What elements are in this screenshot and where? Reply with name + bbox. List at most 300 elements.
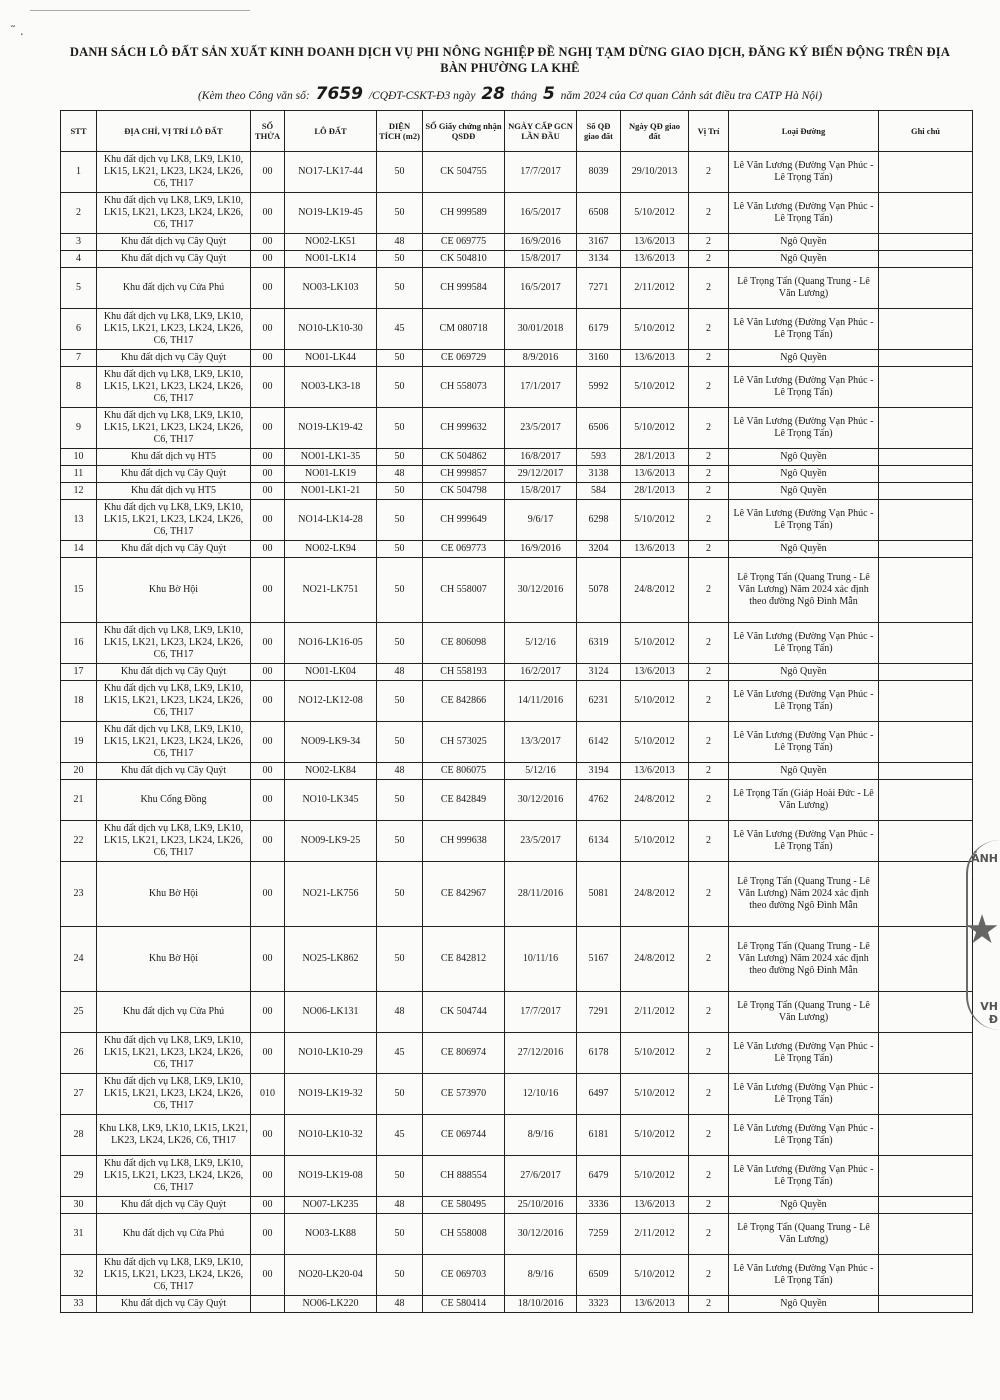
- parcel-number: 00: [251, 367, 285, 408]
- row-number: 23: [61, 862, 97, 927]
- certificate-number: CE 842967: [423, 862, 505, 927]
- position: 2: [689, 992, 729, 1033]
- lot-address: Khu đất dịch vụ Cây Quýt: [97, 1197, 251, 1214]
- table-row: [61, 483, 973, 500]
- table-row: [61, 309, 973, 350]
- decision-number: 6178: [577, 1033, 621, 1074]
- position: 2: [689, 1074, 729, 1115]
- subtitle-mid: /CQĐT-CSKT-Đ3 ngày: [368, 90, 476, 102]
- lot-code: NO20-LK20-04: [285, 1255, 377, 1296]
- issue-date: 8/9/2016: [505, 350, 577, 367]
- area: 48: [377, 1197, 423, 1214]
- road-type: Lê Văn Lương (Đường Vạn Phúc - Lê Trọng Tấn): [729, 1074, 879, 1115]
- doc-day: 28: [481, 84, 505, 104]
- table-header-row: [61, 111, 973, 152]
- certificate-number: CH 573025: [423, 722, 505, 763]
- row-number: 27: [61, 1074, 97, 1115]
- note: [879, 408, 973, 449]
- road-type: Ngô Quyền: [729, 234, 879, 251]
- issue-date: 8/9/16: [505, 1115, 577, 1156]
- row-number: 12: [61, 483, 97, 500]
- note: [879, 500, 973, 541]
- road-type: Lê Văn Lương (Đường Vạn Phúc - Lê Trọng Tấn): [729, 1033, 879, 1074]
- issue-date: 12/10/16: [505, 1074, 577, 1115]
- road-type: Ngô Quyền: [729, 251, 879, 268]
- issue-date: 30/01/2018: [505, 309, 577, 350]
- lot-address: Khu đất dịch vụ LK8, LK9, LK10, LK15, LK21, LK23, LK24, LK26, C6, TH17: [97, 623, 251, 664]
- land-lot-table: [60, 110, 973, 1313]
- stamp-text-bottom: VH Đ: [980, 1000, 998, 1026]
- area: 50: [377, 500, 423, 541]
- note: [879, 152, 973, 193]
- lot-code: NO21-LK751: [285, 558, 377, 623]
- parcel-number: 00: [251, 251, 285, 268]
- note: [879, 763, 973, 780]
- decision-date: 5/10/2012: [621, 821, 689, 862]
- table-row: [61, 1115, 973, 1156]
- area: 50: [377, 251, 423, 268]
- position: 2: [689, 664, 729, 681]
- certificate-number: CE 580495: [423, 1197, 505, 1214]
- lot-address: Khu đất dịch vụ LK8, LK9, LK10, LK15, LK21, LK23, LK24, LK26, C6, TH17: [97, 408, 251, 449]
- lot-address: Khu đất dịch vụ Cửa Phú: [97, 1214, 251, 1255]
- certificate-number: CE 806974: [423, 1033, 505, 1074]
- table-row: [61, 763, 973, 780]
- decision-number: 6181: [577, 1115, 621, 1156]
- decision-number: 593: [577, 449, 621, 466]
- area: 50: [377, 722, 423, 763]
- parcel-number: [251, 1296, 285, 1313]
- area: 50: [377, 350, 423, 367]
- position: 2: [689, 623, 729, 664]
- lot-address: Khu đất dịch vụ LK8, LK9, LK10, LK15, LK21, LK23, LK24, LK26, C6, TH17: [97, 1156, 251, 1197]
- note: [879, 234, 973, 251]
- parcel-number: 00: [251, 780, 285, 821]
- parcel-number: 00: [251, 1115, 285, 1156]
- lot-code: NO19-LK19-42: [285, 408, 377, 449]
- parcel-number: 00: [251, 1033, 285, 1074]
- row-number: 31: [61, 1214, 97, 1255]
- row-number: 33: [61, 1296, 97, 1313]
- position: 2: [689, 558, 729, 623]
- lot-code: NO01-LK1-35: [285, 449, 377, 466]
- table-row: [61, 1197, 973, 1214]
- decision-number: 5167: [577, 927, 621, 992]
- lot-code: NO19-LK19-08: [285, 1156, 377, 1197]
- table-row: [61, 1156, 973, 1197]
- issue-date: 23/5/2017: [505, 408, 577, 449]
- road-type: Lê Văn Lương (Đường Vạn Phúc - Lê Trọng Tấn): [729, 1255, 879, 1296]
- parcel-number: 00: [251, 862, 285, 927]
- parcel-number: 00: [251, 193, 285, 234]
- lot-address: Khu đất dịch vụ LK8, LK9, LK10, LK15, LK21, LK23, LK24, LK26, C6, TH17: [97, 152, 251, 193]
- issue-date: 10/11/16: [505, 927, 577, 992]
- decision-number: 6298: [577, 500, 621, 541]
- note: [879, 664, 973, 681]
- row-number: 5: [61, 268, 97, 309]
- table-row: [61, 1214, 973, 1255]
- lot-address: Khu đất dịch vụ LK8, LK9, LK10, LK15, LK21, LK23, LK24, LK26, C6, TH17: [97, 722, 251, 763]
- parcel-number: 00: [251, 350, 285, 367]
- lot-address: Khu đất dịch vụ LK8, LK9, LK10, LK15, LK21, LK23, LK24, LK26, C6, TH17: [97, 821, 251, 862]
- road-type: Ngô Quyền: [729, 350, 879, 367]
- table-row: [61, 193, 973, 234]
- table-body: [61, 152, 973, 1313]
- road-type: Lê Văn Lương (Đường Vạn Phúc - Lê Trọng Tấn): [729, 309, 879, 350]
- lot-address: Khu đất dịch vụ Cây Quýt: [97, 350, 251, 367]
- area: 45: [377, 309, 423, 350]
- decision-date: 24/8/2012: [621, 558, 689, 623]
- certificate-number: CE 069729: [423, 350, 505, 367]
- parcel-number: 00: [251, 268, 285, 309]
- road-type: Ngô Quyền: [729, 483, 879, 500]
- row-number: 18: [61, 681, 97, 722]
- lot-code: NO02-LK84: [285, 763, 377, 780]
- position: 2: [689, 268, 729, 309]
- table-row: [61, 1033, 973, 1074]
- decision-number: 5992: [577, 367, 621, 408]
- decision-date: 5/10/2012: [621, 1156, 689, 1197]
- road-type: Lê Văn Lương (Đường Vạn Phúc - Lê Trọng Tấn): [729, 623, 879, 664]
- issue-date: 15/8/2017: [505, 251, 577, 268]
- road-type: Lê Văn Lương (Đường Vạn Phúc - Lê Trọng Tấn): [729, 681, 879, 722]
- note: [879, 1255, 973, 1296]
- decision-date: 13/6/2013: [621, 234, 689, 251]
- decision-number: 3194: [577, 763, 621, 780]
- doc-number: 7659: [315, 84, 363, 104]
- subtitle-prefix: (Kèm theo Công văn số:: [197, 90, 310, 102]
- decision-date: 5/10/2012: [621, 367, 689, 408]
- position: 2: [689, 500, 729, 541]
- decision-date: 5/10/2012: [621, 681, 689, 722]
- certificate-number: CE 069703: [423, 1255, 505, 1296]
- position: 2: [689, 1156, 729, 1197]
- decision-number: 4762: [577, 780, 621, 821]
- decision-number: 3336: [577, 1197, 621, 1214]
- position: 2: [689, 408, 729, 449]
- table-row: [61, 681, 973, 722]
- parcel-number: 00: [251, 681, 285, 722]
- lot-code: NO10-LK10-30: [285, 309, 377, 350]
- lot-address: Khu đất dịch vụ Cây Quýt: [97, 251, 251, 268]
- row-number: 10: [61, 449, 97, 466]
- parcel-number: 00: [251, 763, 285, 780]
- lot-code: NO02-LK94: [285, 541, 377, 558]
- parcel-number: 00: [251, 1255, 285, 1296]
- road-type: Lê Văn Lương (Đường Vạn Phúc - Lê Trọng Tấn): [729, 821, 879, 862]
- lot-code: NO01-LK14: [285, 251, 377, 268]
- decision-number: 8039: [577, 152, 621, 193]
- lot-code: NO10-LK10-29: [285, 1033, 377, 1074]
- certificate-number: CE 806098: [423, 623, 505, 664]
- position: 2: [689, 466, 729, 483]
- area: 50: [377, 821, 423, 862]
- lot-address: Khu đất dịch vụ LK8, LK9, LK10, LK15, LK21, LK23, LK24, LK26, C6, TH17: [97, 681, 251, 722]
- certificate-number: CK 504798: [423, 483, 505, 500]
- issue-date: 30/12/2016: [505, 558, 577, 623]
- parcel-number: 00: [251, 541, 285, 558]
- issue-date: 28/11/2016: [505, 862, 577, 927]
- position: 2: [689, 821, 729, 862]
- decision-date: 13/6/2013: [621, 251, 689, 268]
- issue-date: 30/12/2016: [505, 780, 577, 821]
- note: [879, 483, 973, 500]
- certificate-number: CH 999649: [423, 500, 505, 541]
- parcel-number: 00: [251, 821, 285, 862]
- decision-number: 7259: [577, 1214, 621, 1255]
- parcel-number: 00: [251, 449, 285, 466]
- issue-date: 30/12/2016: [505, 1214, 577, 1255]
- lot-address: Khu đất dịch vụ LK8, LK9, LK10, LK15, LK21, LK23, LK24, LK26, C6, TH17: [97, 309, 251, 350]
- column-header: LÔ ĐẤT: [285, 111, 377, 152]
- row-number: 7: [61, 350, 97, 367]
- lot-address: Khu đất dịch vụ LK8, LK9, LK10, LK15, LK21, LK23, LK24, LK26, C6, TH17: [97, 1033, 251, 1074]
- decision-number: 7291: [577, 992, 621, 1033]
- decision-date: 24/8/2012: [621, 862, 689, 927]
- issue-date: 16/2/2017: [505, 664, 577, 681]
- position: 2: [689, 251, 729, 268]
- lot-code: NO01-LK19: [285, 466, 377, 483]
- issue-date: 29/12/2017: [505, 466, 577, 483]
- table-row: [61, 821, 973, 862]
- parcel-number: 00: [251, 152, 285, 193]
- road-type: Lê Văn Lương (Đường Vạn Phúc - Lê Trọng Tấn): [729, 1115, 879, 1156]
- decision-date: 13/6/2013: [621, 541, 689, 558]
- stamp-text-top: ẢNH: [971, 852, 998, 865]
- issue-date: 5/12/16: [505, 623, 577, 664]
- row-number: 6: [61, 309, 97, 350]
- decision-number: 6231: [577, 681, 621, 722]
- parcel-number: 00: [251, 558, 285, 623]
- column-header: DIỆN TÍCH (m2): [377, 111, 423, 152]
- table-row: [61, 367, 973, 408]
- table-row: [61, 1074, 973, 1115]
- lot-address: Khu Bờ Hội: [97, 862, 251, 927]
- lot-code: NO06-LK131: [285, 992, 377, 1033]
- column-header: Số QĐ giao đất: [577, 111, 621, 152]
- position: 2: [689, 1033, 729, 1074]
- decision-date: 5/10/2012: [621, 1255, 689, 1296]
- certificate-number: CK 504744: [423, 992, 505, 1033]
- decision-number: 3323: [577, 1296, 621, 1313]
- decision-date: 5/10/2012: [621, 408, 689, 449]
- subtitle-suffix: năm 2024 của Cơ quan Cảnh sát điều tra CATP Hà Nội): [560, 90, 823, 102]
- lot-address: Khu đất dịch vụ Cửa Phú: [97, 992, 251, 1033]
- lot-code: NO06-LK220: [285, 1296, 377, 1313]
- parcel-number: 00: [251, 1156, 285, 1197]
- position: 2: [689, 780, 729, 821]
- row-number: 19: [61, 722, 97, 763]
- row-number: 1: [61, 152, 97, 193]
- document-subtitle: [100, 84, 920, 104]
- row-number: 30: [61, 1197, 97, 1214]
- note: [879, 541, 973, 558]
- certificate-number: CH 888554: [423, 1156, 505, 1197]
- row-number: 22: [61, 821, 97, 862]
- decision-number: 6142: [577, 722, 621, 763]
- lot-address: Khu Bờ Hội: [97, 558, 251, 623]
- area: 50: [377, 1214, 423, 1255]
- row-number: 21: [61, 780, 97, 821]
- certificate-number: CK 504810: [423, 251, 505, 268]
- certificate-number: CE 842849: [423, 780, 505, 821]
- position: 2: [689, 1115, 729, 1156]
- road-type: Lê Trọng Tấn (Quang Trung - Lê Văn Lương) Năm 2024 xác định theo đường Ngô Đình Mẫn: [729, 862, 879, 927]
- lot-address: Khu Bờ Hội: [97, 927, 251, 992]
- row-number: 3: [61, 234, 97, 251]
- parcel-number: 00: [251, 466, 285, 483]
- table-row: [61, 780, 973, 821]
- lot-address: Khu đất dịch vụ HT5: [97, 449, 251, 466]
- decision-number: 5078: [577, 558, 621, 623]
- issue-date: 5/12/16: [505, 763, 577, 780]
- table-row: [61, 251, 973, 268]
- lot-code: NO21-LK756: [285, 862, 377, 927]
- table-row: [61, 449, 973, 466]
- lot-address: Khu đất dịch vụ Cây Quýt: [97, 664, 251, 681]
- decision-date: 5/10/2012: [621, 193, 689, 234]
- lot-code: NO14-LK14-28: [285, 500, 377, 541]
- table-row: [61, 408, 973, 449]
- area: 48: [377, 1296, 423, 1313]
- decision-number: 3167: [577, 234, 621, 251]
- lot-code: NO12-LK12-08: [285, 681, 377, 722]
- parcel-number: 00: [251, 722, 285, 763]
- certificate-number: CH 999638: [423, 821, 505, 862]
- decision-date: 5/10/2012: [621, 1115, 689, 1156]
- position: 2: [689, 1197, 729, 1214]
- decision-number: 6479: [577, 1156, 621, 1197]
- certificate-number: CE 842812: [423, 927, 505, 992]
- decision-date: 5/10/2012: [621, 623, 689, 664]
- position: 2: [689, 234, 729, 251]
- position: 2: [689, 681, 729, 722]
- column-header: Loại Đường: [729, 111, 879, 152]
- decision-number: 6497: [577, 1074, 621, 1115]
- parcel-number: 00: [251, 927, 285, 992]
- road-type: Lê Trọng Tấn (Quang Trung - Lê Văn Lương): [729, 992, 879, 1033]
- note: [879, 268, 973, 309]
- issue-date: 16/9/2016: [505, 541, 577, 558]
- decision-number: 3204: [577, 541, 621, 558]
- lot-address: Khu đất dịch vụ HT5: [97, 483, 251, 500]
- certificate-number: CE 069775: [423, 234, 505, 251]
- area: 50: [377, 193, 423, 234]
- note: [879, 350, 973, 367]
- road-type: Lê Văn Lương (Đường Vạn Phúc - Lê Trọng Tấn): [729, 408, 879, 449]
- month-label: tháng: [510, 90, 538, 102]
- doc-month: 5: [542, 84, 555, 104]
- table-row: [61, 234, 973, 251]
- column-header: SỐ Giấy chứng nhận QSDĐ: [423, 111, 505, 152]
- parcel-number: 00: [251, 234, 285, 251]
- decision-date: 24/8/2012: [621, 780, 689, 821]
- lot-address: Khu đất dịch vụ LK8, LK9, LK10, LK15, LK21, LK23, LK24, LK26, C6, TH17: [97, 1074, 251, 1115]
- area: 50: [377, 681, 423, 722]
- note: [879, 623, 973, 664]
- position: 2: [689, 722, 729, 763]
- issue-date: 25/10/2016: [505, 1197, 577, 1214]
- lot-code: NO01-LK44: [285, 350, 377, 367]
- note: [879, 1197, 973, 1214]
- road-type: Lê Văn Lương (Đường Vạn Phúc - Lê Trọng Tấn): [729, 193, 879, 234]
- decision-number: 5081: [577, 862, 621, 927]
- decision-date: 13/6/2013: [621, 1197, 689, 1214]
- lot-address: Khu đất dịch vụ Cây Quýt: [97, 1296, 251, 1313]
- table-row: [61, 722, 973, 763]
- row-number: 32: [61, 1255, 97, 1296]
- issue-date: 13/3/2017: [505, 722, 577, 763]
- table-row: [61, 992, 973, 1033]
- note: [879, 862, 973, 927]
- road-type: Ngô Quyền: [729, 664, 879, 681]
- lot-address: Khu Cổng Đồng: [97, 780, 251, 821]
- table-row: [61, 558, 973, 623]
- lot-code: NO16-LK16-05: [285, 623, 377, 664]
- row-number: 26: [61, 1033, 97, 1074]
- certificate-number: CM 080718: [423, 309, 505, 350]
- decision-date: 13/6/2013: [621, 664, 689, 681]
- row-number: 24: [61, 927, 97, 992]
- area: 50: [377, 367, 423, 408]
- column-header: NGÀY CẤP GCN LẦN ĐẦU: [505, 111, 577, 152]
- note: [879, 449, 973, 466]
- issue-date: 17/7/2017: [505, 992, 577, 1033]
- certificate-number: CH 999632: [423, 408, 505, 449]
- column-header: Vị Trí: [689, 111, 729, 152]
- note: [879, 681, 973, 722]
- parcel-number: 00: [251, 1214, 285, 1255]
- certificate-number: CK 504862: [423, 449, 505, 466]
- area: 48: [377, 992, 423, 1033]
- decision-date: 13/6/2013: [621, 466, 689, 483]
- lot-address: Khu đất dịch vụ LK8, LK9, LK10, LK15, LK21, LK23, LK24, LK26, C6, TH17: [97, 1255, 251, 1296]
- decision-date: 5/10/2012: [621, 500, 689, 541]
- table-row: [61, 623, 973, 664]
- lot-code: NO01-LK04: [285, 664, 377, 681]
- certificate-number: CK 504755: [423, 152, 505, 193]
- position: 2: [689, 1296, 729, 1313]
- row-number: 28: [61, 1115, 97, 1156]
- lot-address: Khu đất dịch vụ LK8, LK9, LK10, LK15, LK21, LK23, LK24, LK26, C6, TH17: [97, 500, 251, 541]
- position: 2: [689, 1214, 729, 1255]
- road-type: Lê Văn Lương (Đường Vạn Phúc - Lê Trọng Tấn): [729, 722, 879, 763]
- row-number: 13: [61, 500, 97, 541]
- issue-date: 17/1/2017: [505, 367, 577, 408]
- area: 50: [377, 1074, 423, 1115]
- area: 50: [377, 483, 423, 500]
- parcel-number: 00: [251, 992, 285, 1033]
- road-type: Lê Trọng Tấn (Quang Trung - Lê Văn Lương): [729, 1214, 879, 1255]
- star-icon: ★: [964, 907, 1000, 953]
- table-row: [61, 268, 973, 309]
- lot-address: Khu đất dịch vụ LK8, LK9, LK10, LK15, LK21, LK23, LK24, LK26, C6, TH17: [97, 367, 251, 408]
- road-type: Ngô Quyền: [729, 466, 879, 483]
- table-row: [61, 664, 973, 681]
- lot-address: Khu đất dịch vụ Cây Quýt: [97, 234, 251, 251]
- issue-date: 17/7/2017: [505, 152, 577, 193]
- lot-code: NO19-LK19-32: [285, 1074, 377, 1115]
- scan-edge-line: [30, 10, 250, 11]
- lot-address: Khu đất dịch vụ LK8, LK9, LK10, LK15, LK21, LK23, LK24, LK26, C6, TH17: [97, 193, 251, 234]
- area: 45: [377, 1033, 423, 1074]
- table-row: [61, 500, 973, 541]
- position: 2: [689, 927, 729, 992]
- position: 2: [689, 862, 729, 927]
- road-type: Ngô Quyền: [729, 1296, 879, 1313]
- issue-date: 16/5/2017: [505, 268, 577, 309]
- area: 48: [377, 664, 423, 681]
